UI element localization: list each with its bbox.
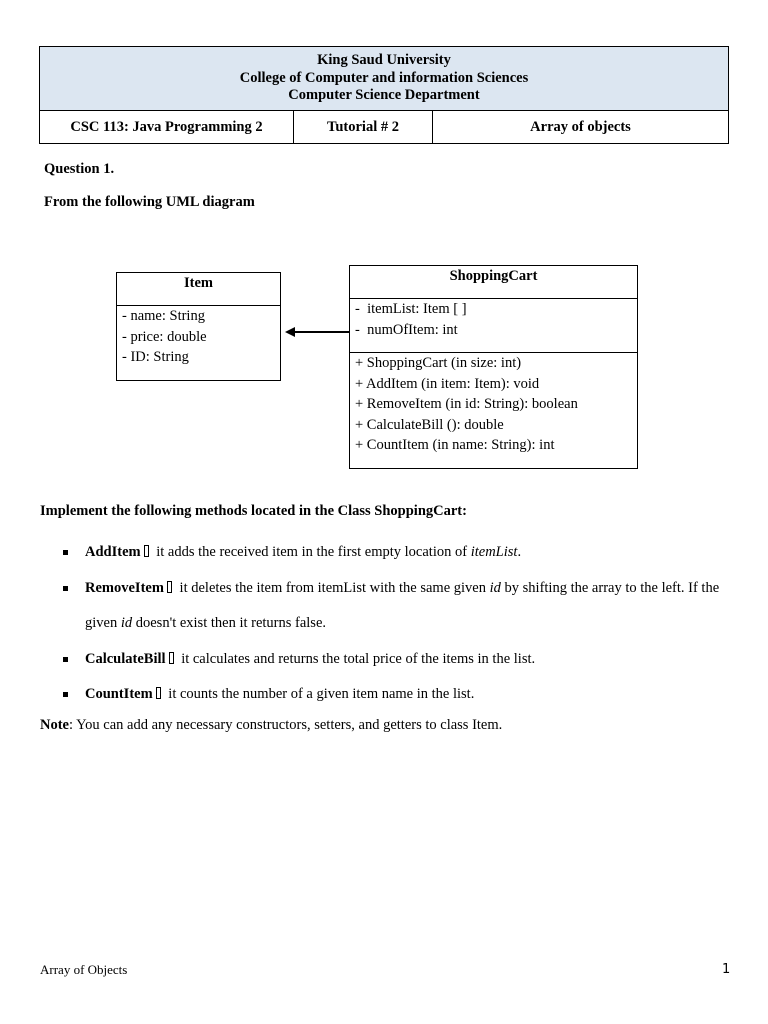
uml-item-attribute: - price: double: [122, 328, 207, 345]
uml-item-class: [116, 272, 281, 381]
method-list: [40, 535, 730, 713]
uml-cart-method: + RemoveItem (in id: String): boolean: [355, 396, 578, 412]
uml-item-attributes: [117, 306, 280, 368]
method-name: RemoveItem: [85, 579, 164, 596]
department-name: Computer Science Department: [288, 87, 480, 104]
uml-item-title: Item: [117, 273, 280, 306]
method-description: it counts the number of a given item name in the list.: [164, 686, 475, 702]
list-item: [40, 642, 730, 678]
method-description: doesn't exist then it returns false.: [132, 615, 327, 631]
note-text: : You can add any necessary constructors, setters, and getters to class Item.: [69, 717, 503, 733]
uml-item-attribute: - ID: String: [122, 349, 189, 365]
uml-cart-attribute: - itemList: Item [ ]: [355, 301, 467, 317]
method-description: it calculates and returns the total price of the items in the list.: [177, 650, 536, 667]
page-number: 1: [722, 962, 731, 977]
uml-cart-class: [349, 265, 638, 469]
topic-cell: Array of objects: [433, 111, 729, 144]
uml-item-attribute: - name: String: [122, 308, 205, 324]
uml-cart-title: ShoppingCart: [350, 266, 637, 299]
uml-cart-method: + AddItem (in item: Item): void: [355, 375, 540, 392]
footer-title: Array of Objects: [40, 962, 128, 977]
uml-cart-attributes: [350, 299, 637, 353]
method-description: by shifting the array to the left. If the given: [85, 579, 720, 631]
list-item: [40, 571, 730, 642]
method-name: CountItem: [85, 686, 153, 702]
uml-cart-attribute: - numOfItem: int: [355, 321, 458, 338]
italic-term: itemList: [470, 544, 518, 560]
list-item: [40, 535, 730, 571]
list-item: [40, 677, 730, 713]
uml-cart-method: + CalculateBill (): double: [355, 416, 504, 433]
arrow-glyph-icon: [169, 652, 174, 664]
header-table: [39, 46, 729, 144]
arrow-glyph-icon: [144, 545, 149, 557]
college-name: College of Computer and information Sciences: [239, 69, 529, 86]
university-name: King Saud University: [317, 52, 451, 69]
arrow-glyph-icon: [167, 581, 172, 593]
question-title: Question 1.: [44, 161, 115, 177]
sentence-end: .: [517, 544, 522, 560]
method-name: AddItem: [85, 544, 141, 560]
association-arrow: [282, 322, 358, 342]
italic-term: id: [489, 579, 501, 596]
tutorial-cell: Tutorial # 2: [294, 111, 433, 144]
method-description: it adds the received item in the first empty location of: [152, 544, 471, 560]
arrow-glyph-icon: [156, 687, 161, 699]
italic-term: id: [120, 615, 133, 631]
task-heading: Implement the following methods located in the Class ShoppingCart:: [40, 503, 467, 519]
question-intro: From the following UML diagram: [44, 194, 255, 210]
uml-cart-methods: [350, 353, 637, 456]
uml-cart-method: + CountItem (in name: String): int: [355, 437, 555, 453]
header-title-cell: [40, 47, 729, 111]
note-label: Note: [40, 717, 69, 733]
method-name: CalculateBill: [85, 650, 166, 667]
method-description: it deletes the item from itemList with the same given: [175, 579, 490, 596]
uml-cart-method: + ShoppingCart (in size: int): [355, 355, 522, 371]
course-cell: CSC 113: Java Programming 2: [40, 111, 294, 144]
note: [40, 717, 502, 734]
